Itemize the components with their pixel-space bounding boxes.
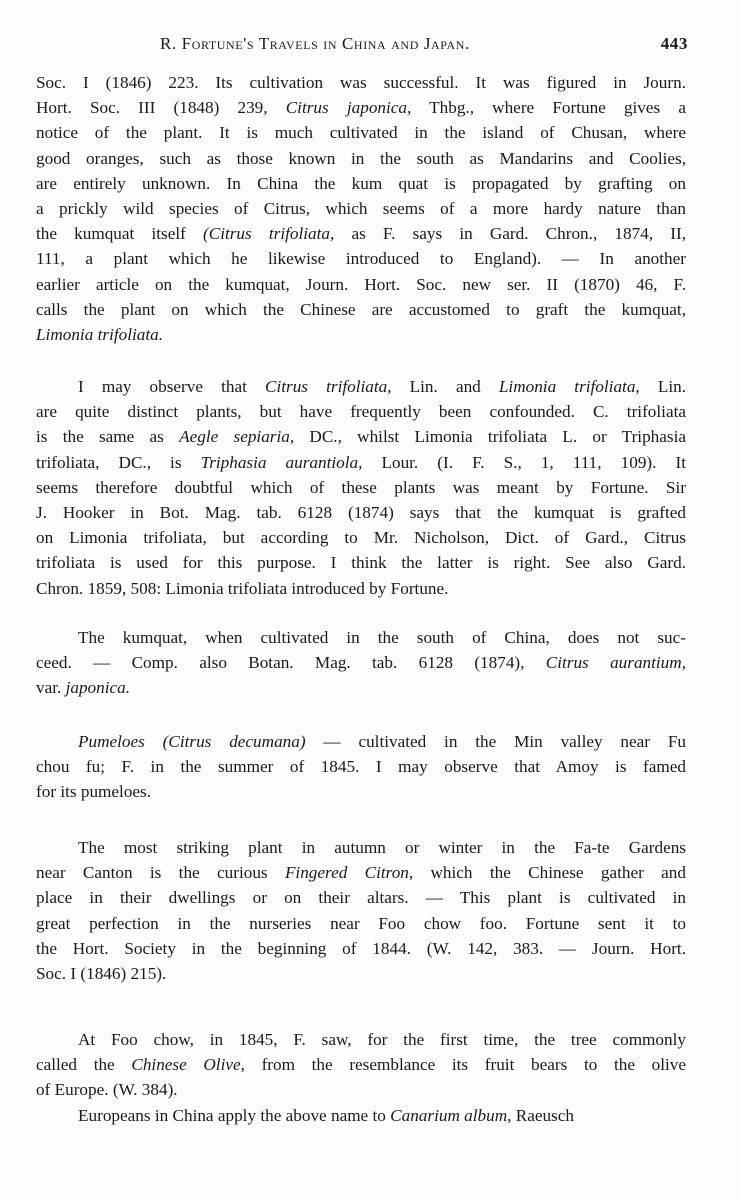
text-run: Raeusch	[511, 1106, 574, 1125]
text-run: a prickly wild species of Citrus, which seems of a more hardy nature than	[36, 199, 686, 219]
text-line	[36, 835, 686, 860]
text-run: The kumquat, when cultivated in the south of China, does not suc-	[78, 628, 686, 647]
text-line	[36, 729, 686, 754]
text-line	[36, 424, 686, 449]
text-run: seems therefore doubtful which of these plants was meant by Fortune. Sir	[36, 477, 686, 497]
text-line	[36, 779, 686, 804]
text-line	[36, 475, 686, 500]
text-run: as F. says in Gard. Chron., 1874, II,	[334, 224, 686, 244]
paragraph-citrus-limonia	[36, 374, 686, 601]
text-line	[36, 525, 686, 550]
text-run: Soc. I (1846) 223. Its cultivation was successful. It was figured in Journ.	[36, 73, 686, 92]
paragraph-kumquat-south	[36, 625, 686, 701]
text-line	[36, 146, 686, 171]
paragraph-fingered-citron	[36, 835, 686, 986]
text-run: good oranges, such as those known in the south as Mandarins and Coolies,	[36, 148, 686, 168]
text-line	[36, 754, 686, 779]
text-run: near Canton is the curious	[36, 863, 285, 883]
running-header	[36, 34, 688, 58]
italic-text: Triphasia aurantiola,	[200, 452, 363, 472]
italic-text: Limonia trifoliata.	[36, 325, 164, 345]
text-run: trifoliata, DC., is	[36, 452, 201, 472]
text-run: earlier article on the kumquat, Journ. Hort. Soc. new ser. II (1870) 46, F.	[36, 274, 686, 294]
text-run: are quite distinct plants, but have frequently been confounded. C. trifoliata	[36, 402, 686, 422]
text-line	[36, 936, 686, 961]
text-line	[36, 576, 686, 601]
text-line	[36, 95, 686, 120]
text-line	[36, 650, 686, 675]
text-run: Chron. 1859, 508: Limonia trifoliata introduced by Fortune.	[36, 578, 449, 598]
text-run: Europeans in China apply the above name to	[78, 1106, 391, 1125]
text-run: called the	[36, 1055, 132, 1075]
text-run: trifoliata is used for this purpose. I think the latter is right. See also Gard.	[36, 553, 686, 573]
text-line	[36, 272, 686, 297]
text-line	[36, 675, 686, 700]
text-line	[36, 246, 686, 271]
text-run: J. Hooker in Bot. Mag. tab. 6128 (1874) says that the kumquat is grafted	[36, 503, 686, 523]
text-line	[36, 450, 686, 475]
text-run: for its pumeloes.	[36, 782, 152, 802]
text-line	[36, 1077, 686, 1102]
text-run: Lour. (I. F. S., 1, 111, 109). It	[362, 452, 686, 472]
text-line	[36, 885, 686, 910]
italic-text: japonica.	[65, 678, 131, 698]
italic-text: Chinese Olive,	[131, 1055, 245, 1075]
text-line	[36, 550, 686, 575]
text-run: — cultivated in the Min valley near Fu	[305, 732, 686, 751]
text-run: the Hort. Society in the beginning of 1844. (W. 142, 383. — Journ. Hort.	[36, 938, 686, 958]
italic-text: Citrus trifoliata,	[265, 377, 392, 396]
text-run: Hort. Soc. III (1848) 239,	[36, 98, 286, 118]
text-line	[36, 500, 686, 525]
text-line	[36, 221, 686, 246]
text-run: DC., whilst Limonia trifoliata L. or Triphasia	[294, 427, 686, 447]
text-run: are entirely unknown. In China the kum quat is propagated by grafting on	[36, 173, 686, 193]
italic-text: Citrus aurantium,	[545, 653, 686, 673]
page-number: 443	[660, 34, 688, 53]
text-run: I may observe that	[78, 377, 266, 396]
text-run: var.	[36, 678, 66, 698]
text-run: Soc. I (1846) 215).	[36, 964, 167, 984]
paragraph-canarium	[36, 1103, 686, 1128]
text-run: great perfection in the nurseries near Foo chow foo. Fortune sent it to	[36, 913, 686, 933]
paragraph-pumeloes	[36, 729, 686, 805]
text-line	[36, 625, 686, 650]
text-line	[36, 70, 686, 95]
text-line	[36, 322, 686, 347]
text-run: At Foo chow, in 1845, F. saw, for the first time, the tree commonly	[78, 1030, 686, 1049]
text-line	[36, 1027, 686, 1052]
text-line	[36, 961, 686, 986]
italic-text: Fingered Citron,	[284, 863, 414, 883]
text-line	[36, 171, 686, 196]
text-run: The most striking plant in autumn or winter in the Fa-te Gardens	[78, 838, 686, 857]
text-run: is the same as	[36, 427, 180, 447]
text-run: of Europe. (W. 384).	[36, 1080, 178, 1100]
running-title: R. Fortune's Travels in China and Japan.	[160, 34, 470, 53]
italic-text: Limonia trifoliata,	[498, 377, 640, 396]
text-run: from the resemblance its fruit bears to the olive	[244, 1055, 687, 1075]
italic-text: Canarium album,	[390, 1106, 512, 1125]
text-line	[36, 297, 686, 322]
text-line	[36, 911, 686, 936]
italic-text: (Citrus trifoliata,	[203, 224, 335, 244]
text-run: the kumquat itself	[36, 224, 203, 244]
text-run: Lin. and	[391, 377, 499, 396]
text-line	[36, 374, 686, 399]
text-run: notice of the plant. It is much cultivated in the island of Chusan, where	[36, 123, 686, 143]
text-run: Lin.	[639, 377, 686, 396]
italic-text: Aegle sepiaria,	[179, 427, 295, 447]
text-run: which the Chinese gather and	[413, 863, 686, 883]
text-line	[36, 1052, 686, 1077]
text-run: place in their dwellings or on their altars. — This plant is cultivated in	[36, 888, 686, 908]
text-run: Thbg., where Fortune gives a	[411, 98, 686, 118]
text-line	[36, 860, 686, 885]
paragraph-kumquat-grafting	[36, 70, 686, 347]
text-run: ceed. — Comp. also Botan. Mag. tab. 6128 (1874),	[36, 653, 546, 673]
italic-text: Citrus japonica,	[285, 98, 412, 118]
text-line	[36, 399, 686, 424]
text-run: 111, a plant which he likewise introduced to England). — In another	[36, 249, 686, 269]
text-line	[36, 120, 686, 145]
paragraph-chinese-olive	[36, 1027, 686, 1103]
text-line	[36, 196, 686, 221]
text-run: calls the plant on which the Chinese are accustomed to graft the kumquat,	[36, 299, 686, 319]
text-run: chou fu; F. in the summer of 1845. I may observe that Amoy is famed	[36, 757, 686, 777]
text-run: on Limonia trifoliata, but according to Mr. Nicholson, Dict. of Gard., Citrus	[36, 528, 686, 548]
text-line	[36, 1103, 686, 1128]
italic-text: Pumeloes (Citrus decumana)	[78, 732, 306, 751]
